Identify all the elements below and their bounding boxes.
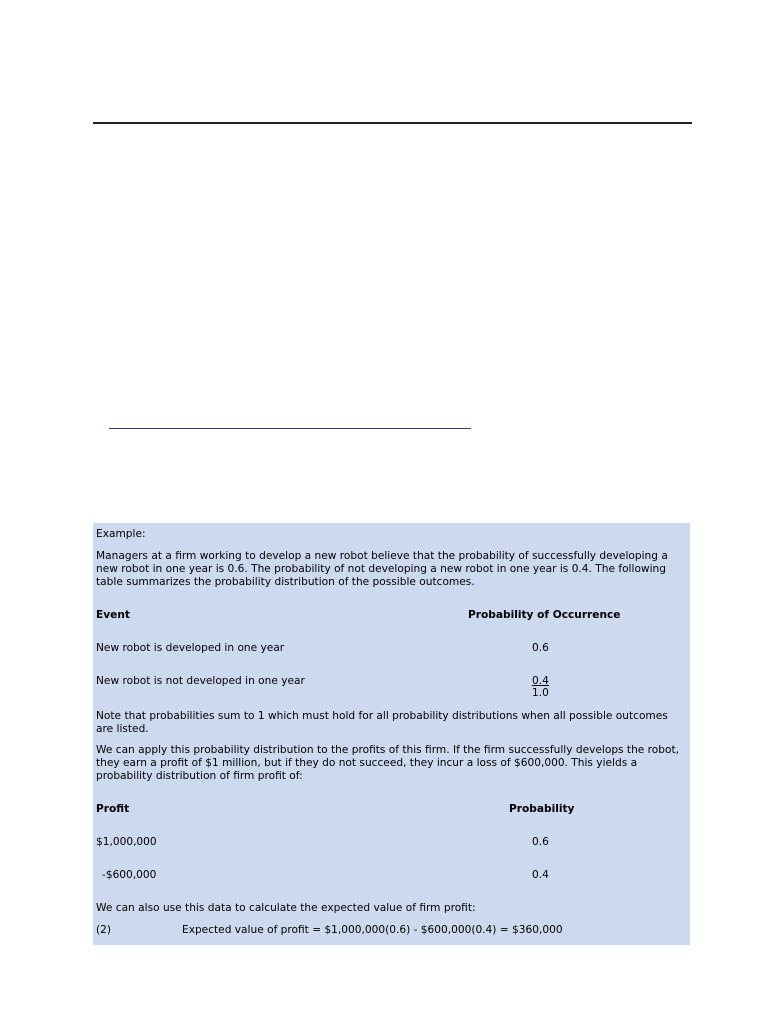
- example-box: [93, 523, 690, 945]
- equation-number: (2): [96, 924, 112, 936]
- table2-header-profit: Profit: [96, 803, 130, 815]
- top-horizontal-rule: [93, 122, 692, 124]
- note-paragraph: Note that probabilities sum to 1 which must hold for all probability distributions when all possible outcomes are listed.: [96, 710, 668, 735]
- table1-row-prob: 0.4: [532, 675, 549, 687]
- table1-row-prob: 0.6: [532, 642, 549, 654]
- example-heading: Example:: [96, 528, 146, 540]
- table2-header-probability: Probability: [509, 803, 575, 815]
- table1-header-event: Event: [96, 609, 130, 621]
- table2-row-prob: 0.6: [532, 836, 549, 848]
- table1-header-probability: Probability of Occurrence: [468, 609, 621, 621]
- table2-row-profit: -$600,000: [102, 869, 157, 881]
- apply-paragraph: We can apply this probability distribution to the profits of this firm. If the firm successfully develops the robot, they earn a profit of $1 million, but if they do not succeed, they incur a loss of $600,000. This yields a probability distribution of firm profit of:: [96, 744, 680, 782]
- footnote-separator-rule: [109, 428, 471, 429]
- expected-value-intro: We can also use this data to calculate the expected value of firm profit:: [96, 902, 476, 914]
- expected-value-equation: Expected value of profit = $1,000,000(0.6) - $600,000(0.4) = $360,000: [182, 924, 563, 936]
- table1-row-event: New robot is not developed in one year: [96, 675, 305, 687]
- table2-row-profit: $1,000,000: [96, 836, 157, 848]
- table1-row-event: New robot is developed in one year: [96, 642, 285, 654]
- example-intro-paragraph: Managers at a firm working to develop a new robot believe that the probability of successfully developing a new robot in one year is 0.6. The probability of not developing a new robot in one year is 0.4. The following table summarizes the probability distribution of the possible outcomes.: [96, 550, 668, 588]
- table2-row-prob: 0.4: [532, 869, 549, 881]
- table1-total: 1.0: [532, 687, 549, 699]
